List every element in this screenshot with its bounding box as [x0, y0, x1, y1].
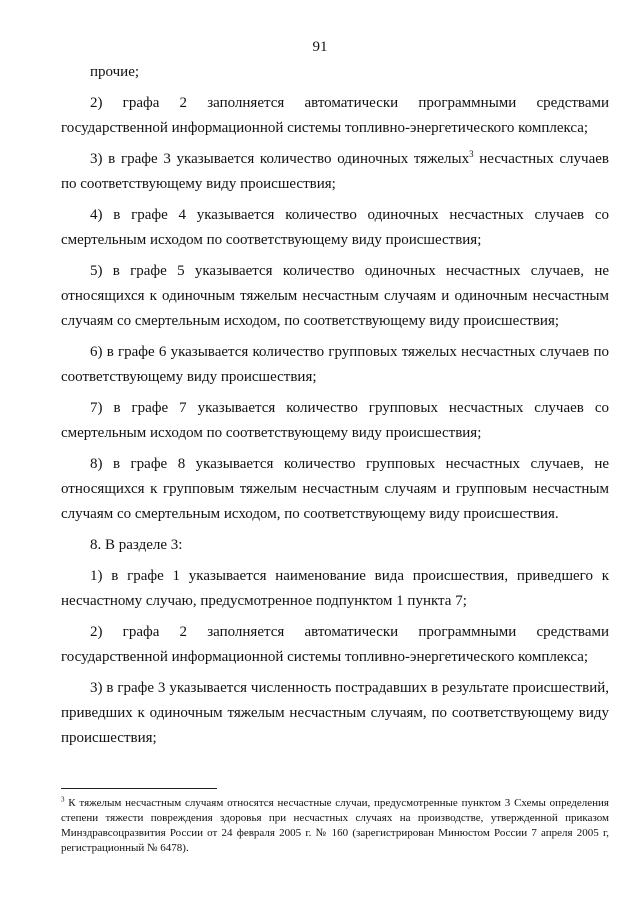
paragraph-1 [61, 60, 609, 85]
paragraph-8 [61, 452, 609, 527]
paragraph-6 [61, 340, 609, 390]
paragraph-text: 3) в графе 3 указывается численность пострадавших в результате происшествий, приведших к одиночным тяжелым несчастным случаям, по соответствующему виду происшествия; [61, 680, 609, 746]
paragraph-7 [61, 396, 609, 446]
paragraph-text: прочие; [90, 64, 140, 80]
paragraph-2 [61, 91, 609, 141]
paragraph-text: 2) графа 2 заполняется автоматически программными средствами государственной информационной системы топливно-энергетического комплекса; [61, 624, 609, 665]
page-number: 91 [312, 39, 328, 55]
paragraph-9 [61, 564, 609, 614]
paragraph-text: 6) в графе 6 указывается количество групповых тяжелых несчастных случаев по соответствующему виду происшествия; [61, 344, 609, 385]
paragraph-text: 7) в графе 7 указывается количество групповых несчастных случаев со смертельным исходом по соответствующему виду происшествия; [61, 400, 609, 441]
paragraph-text: 8. В разделе 3: [90, 537, 183, 553]
paragraph-text: 1) в графе 1 указывается наименование вида происшествия, приведшего к несчастному случаю, предусмотренное подпунктом 1 пункта 7; [61, 568, 609, 609]
paragraph-10 [61, 620, 609, 670]
paragraph-text: 3) в графе 3 указывается количество одиночных тяжелых [90, 151, 470, 167]
footnote-reference: 3 [469, 149, 474, 159]
section-heading [61, 533, 609, 558]
footnote [61, 796, 609, 856]
paragraph-text: 8) в графе 8 указывается количество групповых несчастных случаев, не относящихся к групповым тяжелым несчастным случаям и групповым несчастным случаям со смертельным исходом, по соответствующему виду происшествия. [61, 456, 609, 522]
paragraph-text: 2) графа 2 заполняется автоматически программными средствами государственной информационной системы топливно-энергетического комплекса; [61, 95, 609, 136]
paragraph-text: 5) в графе 5 указывается количество одиночных несчастных случаев, не относящихся к одиночным тяжелым несчастным случаям и одиночным несчастным случаям со смертельным исходом, по соответствующему виду происшествия; [61, 263, 609, 329]
footnote-text: К тяжелым несчастным случаям относятся несчастные случаи, предусмотренные пунктом 3 Схемы определения степени тяжести повреждения здоровья при несчастных случаях на производстве, утвержденной приказом Минздравсоцразвития России от 24 февраля 2005 г. № 160 (зарегистрирован Минюстом России 7 апреля 2005 г, регистрационный № 6478). [61, 797, 609, 854]
footnote-marker: 3 [61, 795, 65, 804]
footnote-divider [61, 788, 217, 789]
paragraph-11 [61, 676, 609, 751]
paragraph-text: 4) в графе 4 указывается количество одиночных несчастных случаев со смертельным исходом по соответствующему виду происшествия; [61, 207, 609, 248]
paragraph-3 [61, 147, 609, 197]
paragraph-4 [61, 203, 609, 253]
paragraph-5 [61, 259, 609, 334]
paragraph-text-continued: несчастных случаев по соответствующему виду происшествия; [61, 151, 609, 192]
body-text [61, 60, 609, 757]
